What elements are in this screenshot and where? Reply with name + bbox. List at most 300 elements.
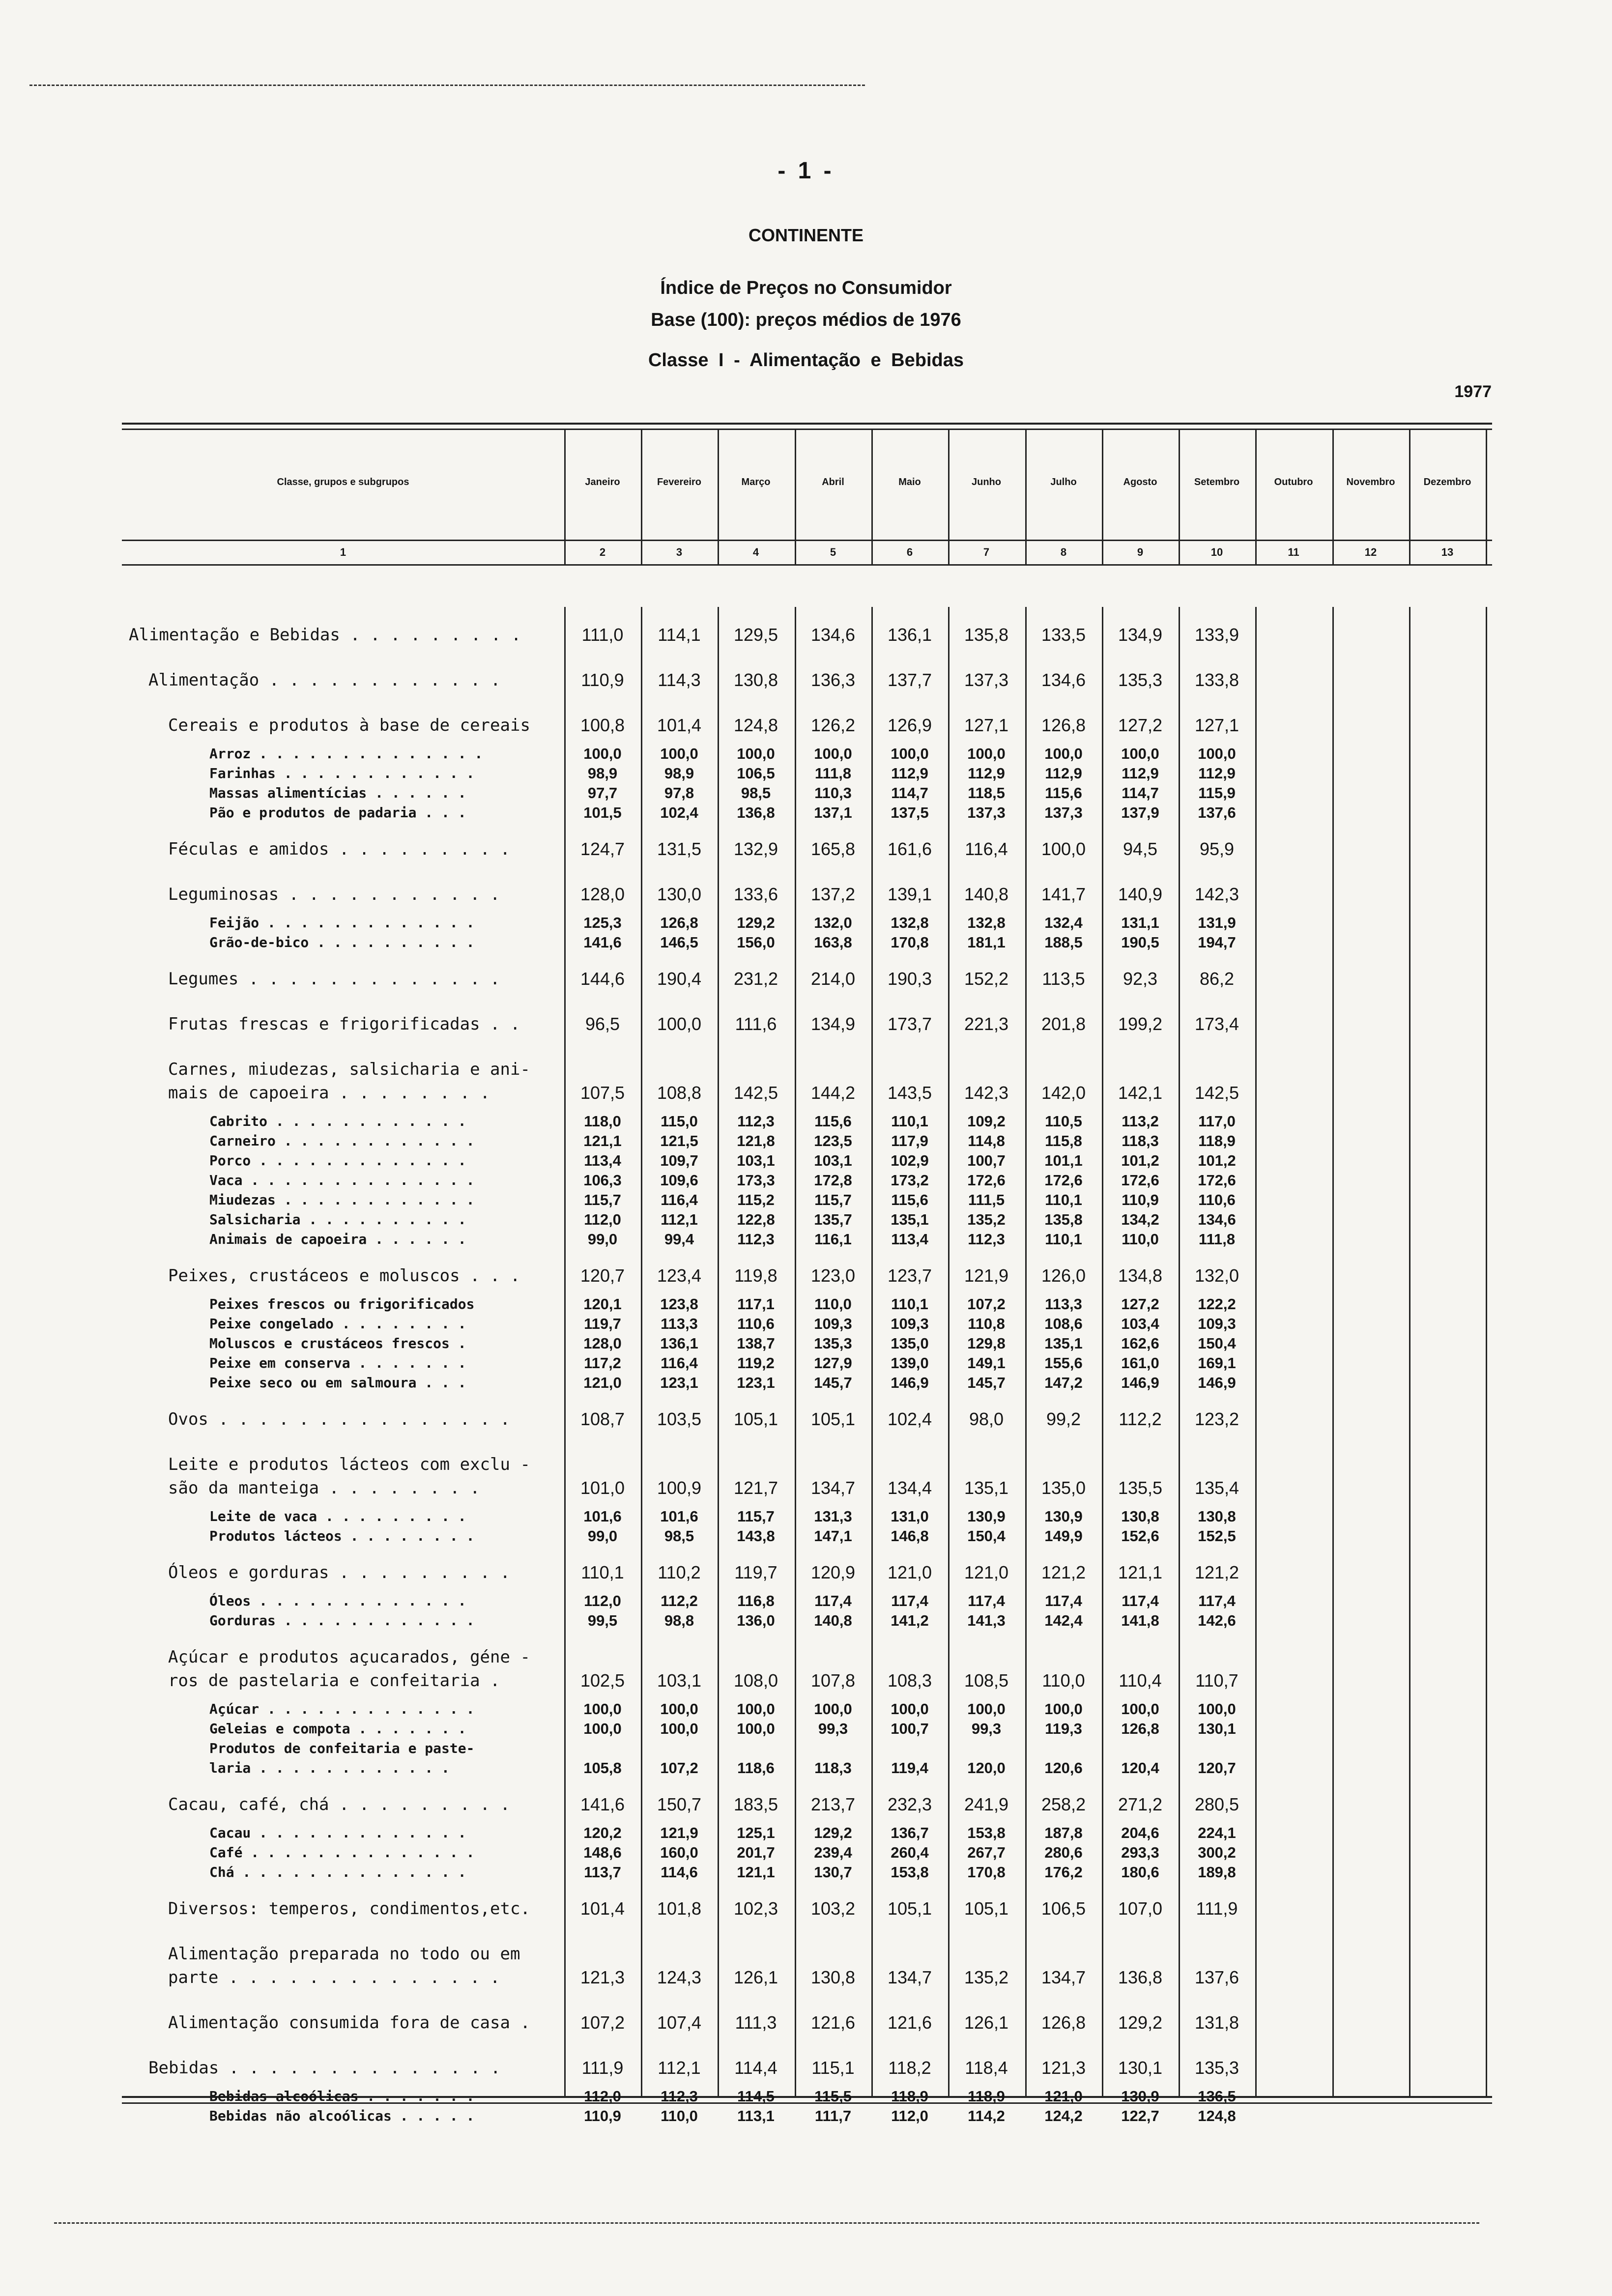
- table-cell: 100,0: [967, 745, 1006, 762]
- row-label: Ovos . . . . . . . . . . . . . . .: [168, 1409, 510, 1429]
- table-cell: 122,8: [737, 1211, 775, 1228]
- table-cell: 116,4: [661, 1191, 698, 1208]
- table-cell: 111,9: [1196, 1898, 1238, 1919]
- table-cell: 144,2: [810, 1083, 856, 1103]
- table-cell: 116,4: [661, 1354, 698, 1372]
- table-cell: 142,0: [1041, 1083, 1086, 1103]
- table-cell: 267,7: [967, 1844, 1006, 1861]
- table-cell: 101,2: [1198, 1152, 1236, 1169]
- table-cell: 127,1: [1194, 715, 1239, 735]
- column-number: 12: [1364, 546, 1377, 558]
- table-cell: 146,9: [1198, 1374, 1236, 1391]
- table-cell: 109,3: [1198, 1315, 1236, 1332]
- table-cell: 129,2: [1118, 2012, 1163, 2033]
- table-cell: 121,1: [737, 1864, 775, 1881]
- table-cell: 135,1: [891, 1211, 929, 1228]
- table-cell: 99,3: [818, 1720, 848, 1737]
- table-cell: 139,0: [891, 1354, 929, 1372]
- table-cell: 120,2: [583, 1824, 622, 1841]
- table-cell: 120,7: [1198, 1759, 1236, 1777]
- table-cell: 147,2: [1044, 1374, 1083, 1391]
- table-cell: 137,9: [1121, 804, 1159, 821]
- table-cell: 109,7: [660, 1152, 698, 1169]
- table-cell: 170,8: [891, 934, 929, 951]
- table-cell: 134,6: [1041, 670, 1086, 690]
- year-label: 1977: [1454, 382, 1492, 401]
- table-cell: 137,2: [810, 884, 856, 904]
- table-cell: 127,2: [1121, 1295, 1159, 1313]
- table-cell: 146,9: [1121, 1374, 1159, 1391]
- table-cell: 105,8: [583, 1759, 622, 1777]
- table-cell: 134,7: [887, 1967, 932, 1987]
- table-cell: 123,2: [1194, 1409, 1239, 1429]
- column-divider: [948, 429, 950, 564]
- row-label: Gorduras . . . . . . . . . . . .: [209, 1612, 475, 1629]
- table-cell: 118,0: [584, 1113, 621, 1130]
- table-cell: 109,3: [814, 1315, 852, 1332]
- table-cell: 145,7: [814, 1374, 852, 1391]
- table-cell: 162,6: [1121, 1335, 1159, 1352]
- row-label: Animais de capoeira . . . . . .: [209, 1231, 466, 1247]
- column-divider: [871, 429, 873, 564]
- table-cell: 100,0: [657, 1014, 702, 1034]
- table-cell: 110,9: [584, 2107, 621, 2124]
- table-cell: 119,3: [1045, 1720, 1082, 1737]
- table-cell: 156,0: [737, 934, 775, 951]
- column-divider-body: [1486, 607, 1487, 2096]
- table-cell: 131,9: [1198, 914, 1236, 931]
- table-cell: 108,8: [657, 1083, 702, 1103]
- table-cell: 118,2: [888, 2058, 931, 2078]
- table-cell: 224,1: [1198, 1824, 1236, 1841]
- table-cell: 114,7: [891, 784, 928, 802]
- table-cell: 130,1: [1118, 2058, 1163, 2078]
- table-cell: 280,5: [1194, 1794, 1239, 1814]
- header-classe: Classe, grupos e subgrupos: [277, 477, 409, 488]
- row-label: Pão e produtos de padaria . . .: [209, 804, 466, 821]
- table-cell: 118,9: [1198, 1132, 1236, 1149]
- table-cell: 121,0: [583, 1374, 622, 1391]
- column-divider: [1255, 429, 1257, 564]
- table-cell: 161,0: [1121, 1354, 1159, 1372]
- table-cell: 133,6: [733, 884, 778, 904]
- table-cell: 100,0: [814, 1700, 852, 1718]
- table-cell: 100,0: [891, 745, 929, 762]
- table-cell: 122,7: [1121, 2107, 1159, 2124]
- table-cell: 132,8: [891, 914, 929, 931]
- table-cell: 108,5: [964, 1670, 1009, 1691]
- table-cell: 118,3: [1122, 1132, 1159, 1149]
- table-cell: 143,8: [737, 1527, 775, 1545]
- table-cell: 121,8: [737, 1132, 775, 1149]
- column-number: 10: [1210, 546, 1223, 558]
- table-cell: 115,6: [1045, 784, 1082, 802]
- table-cell: 99,2: [1046, 1409, 1081, 1429]
- header-month: Dezembro: [1423, 477, 1471, 488]
- table-cell: 105,1: [964, 1898, 1009, 1919]
- table-cell: 132,9: [733, 839, 778, 859]
- table-cell: 98,0: [969, 1409, 1004, 1429]
- table-cell: 149,9: [1044, 1527, 1083, 1545]
- table-cell: 117,4: [1122, 1592, 1159, 1609]
- table-cell: 103,5: [657, 1409, 702, 1429]
- table-cell: 136,3: [810, 670, 856, 690]
- table-cell: 113,4: [584, 1152, 621, 1169]
- header-month: Junho: [972, 477, 1001, 488]
- table-cell: 110,1: [1045, 1231, 1082, 1248]
- row-label: Bebidas não alcoólicas . . . . .: [209, 2108, 475, 2124]
- table-cell: 134,9: [1118, 625, 1163, 645]
- table-cell: 142,5: [1194, 1083, 1239, 1103]
- table-cell: 121,0: [887, 1562, 932, 1582]
- table-cell: 118,3: [814, 1759, 852, 1777]
- column-number: 11: [1288, 546, 1299, 558]
- column-divider: [1409, 429, 1410, 564]
- table-cell: 100,0: [967, 1700, 1006, 1718]
- table-cell: 129,5: [733, 625, 778, 645]
- table-cell: 165,8: [810, 839, 856, 859]
- table-cell: 99,3: [971, 1720, 1002, 1737]
- table-cell: 152,2: [964, 969, 1009, 989]
- table-cell: 125,3: [583, 914, 622, 931]
- table-cell: 111,6: [735, 1014, 777, 1034]
- table-cell: 122,2: [1198, 1295, 1236, 1313]
- table-cell: 121,5: [660, 1132, 698, 1149]
- table-cell: 101,5: [583, 804, 622, 821]
- table-cell: 98,9: [587, 765, 618, 782]
- table-cell: 110,5: [1045, 1113, 1082, 1130]
- row-label: Leguminosas . . . . . . . . . . .: [168, 885, 500, 904]
- table-cell: 146,9: [891, 1374, 929, 1391]
- table-cell: 110,1: [891, 1113, 928, 1130]
- table-cell: 109,2: [967, 1113, 1006, 1130]
- table-cell: 114,1: [658, 625, 701, 645]
- table-cell: 119,4: [891, 1759, 928, 1777]
- table-cell: 133,8: [1194, 670, 1239, 690]
- table-cell: 110,8: [968, 1315, 1005, 1332]
- row-label-continued: são da manteiga . . . . . . . .: [168, 1478, 480, 1498]
- table-cell: 201,8: [1041, 1014, 1086, 1034]
- table-cell: 110,1: [1045, 1191, 1082, 1208]
- table-cell: 115,2: [737, 1191, 775, 1208]
- row-label: Açúcar e produtos açucarados, géne -: [168, 1647, 530, 1667]
- table-cell: 121,0: [1044, 2088, 1083, 2105]
- table-cell: 141,2: [891, 1612, 929, 1629]
- table-cell: 126,0: [1041, 1265, 1086, 1286]
- table-cell: 100,0: [1121, 1700, 1159, 1718]
- header-month: Setembro: [1194, 477, 1240, 488]
- table-cell: 135,0: [1041, 1478, 1086, 1498]
- table-cell: 134,7: [810, 1478, 856, 1498]
- table-cell: 181,1: [967, 934, 1006, 951]
- table-cell: 129,8: [967, 1335, 1006, 1352]
- table-cell: 112,2: [661, 1592, 698, 1609]
- table-cell: 188,5: [1044, 934, 1083, 951]
- table-cell: 119,2: [737, 1354, 775, 1372]
- table-cell: 117,1: [737, 1295, 775, 1313]
- table-cell: 124,8: [1198, 2107, 1236, 2124]
- table-cell: 86,2: [1199, 969, 1235, 989]
- table-cell: 114,5: [737, 2088, 775, 2105]
- table-cell: 134,7: [1041, 1967, 1086, 1987]
- table-cell: 221,3: [964, 1014, 1009, 1034]
- table-cell: 114,2: [968, 2107, 1005, 2124]
- row-label: Frutas frescas e frigorificadas . .: [168, 1014, 520, 1034]
- table-cell: 110,1: [581, 1562, 624, 1582]
- table-cell: 260,4: [891, 1844, 929, 1861]
- table-cell: 120,1: [583, 1295, 622, 1313]
- table-cell: 111,0: [581, 625, 624, 645]
- table-cell: 111,5: [968, 1191, 1005, 1208]
- table-cell: 135,0: [891, 1335, 929, 1352]
- table-cell: 114,4: [734, 2058, 777, 2078]
- row-label: Féculas e amidos . . . . . . . . .: [168, 839, 510, 859]
- table-cell: 124,3: [657, 1967, 702, 1987]
- table-cell: 100,0: [660, 1720, 698, 1737]
- table-cell: 130,9: [1121, 2088, 1159, 2105]
- table-cell: 123,4: [657, 1265, 702, 1286]
- table-cell: 241,9: [964, 1794, 1009, 1814]
- table-cell: 101,6: [660, 1508, 698, 1525]
- header-month: Maio: [898, 477, 921, 488]
- table-cell: 136,1: [887, 625, 932, 645]
- table-cell: 102,3: [733, 1898, 778, 1919]
- table-cell: 140,8: [964, 884, 1009, 904]
- table-cell: 176,2: [1044, 1864, 1083, 1881]
- row-label-continued: mais de capoeira . . . . . . . .: [168, 1083, 490, 1103]
- table-cell: 258,2: [1041, 1794, 1086, 1814]
- table-cell: 110,0: [1122, 1231, 1159, 1248]
- table-cell: 101,4: [580, 1898, 625, 1919]
- table-cell: 106,5: [1041, 1898, 1086, 1919]
- table-cell: 124,8: [733, 715, 778, 735]
- column-number: 2: [599, 546, 606, 558]
- table-cell: 119,7: [584, 1315, 621, 1332]
- table-cell: 113,2: [1122, 1113, 1159, 1130]
- table-cell: 146,8: [891, 1527, 929, 1545]
- column-divider-body: [1332, 607, 1334, 2096]
- row-label-continued: parte . . . . . . . . . . . . . .: [168, 1968, 500, 1987]
- table-cell: 103,2: [810, 1898, 856, 1919]
- table-cell: 121,9: [660, 1824, 698, 1841]
- row-label: Produtos lácteos . . . . . . . .: [209, 1528, 475, 1544]
- table-cell: 98,5: [741, 784, 771, 802]
- table-cell: 100,0: [737, 745, 775, 762]
- table-cell: 135,3: [1118, 670, 1163, 690]
- table-cell: 232,3: [887, 1794, 932, 1814]
- table-cell: 101,4: [657, 715, 702, 735]
- row-label: Açúcar . . . . . . . . . . . . .: [209, 1701, 475, 1717]
- header-month: Julho: [1050, 477, 1077, 488]
- table-cell: 106,5: [737, 765, 775, 782]
- table-cell: 109,6: [660, 1172, 698, 1189]
- table-cell: 100,0: [1121, 745, 1159, 762]
- classe-subtitle: Classe I - Alimentação e Bebidas: [648, 350, 964, 371]
- table-cell: 108,7: [580, 1409, 625, 1429]
- table-cell: 110,6: [737, 1315, 775, 1332]
- table-cell: 120,4: [1121, 1759, 1159, 1777]
- table-cell: 94,5: [1123, 839, 1158, 859]
- table-cell: 126,2: [810, 715, 856, 735]
- table-cell: 123,1: [660, 1374, 698, 1391]
- table-cell: 128,0: [583, 1335, 622, 1352]
- table-cell: 112,9: [1198, 765, 1236, 782]
- table-cell: 300,2: [1198, 1844, 1236, 1861]
- table-cell: 110,0: [1042, 1670, 1085, 1691]
- table-cell: 100,0: [583, 745, 622, 762]
- table-cell: 124,2: [1044, 2107, 1083, 2124]
- table-cell: 136,1: [660, 1335, 698, 1352]
- table-top-rule-2: [122, 429, 1492, 430]
- table-cell: 118,4: [965, 2058, 1008, 2078]
- table-cell: 135,7: [814, 1211, 852, 1228]
- table-cell: 135,8: [1044, 1211, 1083, 1228]
- row-label: Peixes frescos ou frigorificados: [209, 1296, 475, 1312]
- table-cell: 105,1: [887, 1898, 932, 1919]
- table-cell: 107,8: [810, 1670, 856, 1691]
- table-cell: 150,4: [1198, 1335, 1236, 1352]
- row-label: Peixes, crustáceos e moluscos . . .: [168, 1266, 520, 1286]
- table-cell: 107,4: [657, 2012, 702, 2033]
- table-cell: 107,2: [580, 2012, 625, 2033]
- table-cell: 99,0: [587, 1231, 618, 1248]
- table-cell: 135,2: [964, 1967, 1009, 1987]
- table-cell: 147,1: [814, 1527, 852, 1545]
- table-cell: 136,0: [737, 1612, 775, 1629]
- table-cell: 111,8: [814, 765, 852, 782]
- row-label: Cacau, café, chá . . . . . . . . .: [168, 1795, 510, 1814]
- table-cell: 130,8: [733, 670, 778, 690]
- table-cell: 141,7: [1041, 884, 1086, 904]
- table-cell: 126,8: [1041, 2012, 1086, 2033]
- row-label: Carnes, miudezas, salsicharia e ani-: [168, 1060, 530, 1079]
- table-cell: 111,3: [735, 2012, 777, 2033]
- table-cell: 149,1: [967, 1354, 1006, 1372]
- column-divider: [641, 429, 642, 564]
- table-cell: 115,7: [584, 1191, 621, 1208]
- column-number: 4: [752, 546, 759, 558]
- table-cell: 141,8: [1121, 1612, 1159, 1629]
- table-cell: 131,3: [814, 1508, 852, 1525]
- table-cell: 112,3: [968, 1231, 1005, 1248]
- table-cell: 117,2: [584, 1354, 621, 1372]
- table-cell: 120,0: [967, 1759, 1006, 1777]
- header-month: Janeiro: [585, 477, 620, 488]
- row-label: Leite e produtos lácteos com exclu -: [168, 1455, 530, 1474]
- table-cell: 155,6: [1044, 1354, 1083, 1372]
- row-label: Alimentação preparada no todo ou em: [168, 1944, 520, 1964]
- row-label: Grão-de-bico . . . . . . . . . .: [209, 934, 475, 950]
- table-cell: 112,2: [1119, 1409, 1162, 1429]
- table-cell: 153,8: [891, 1864, 929, 1881]
- table-cell: 100,7: [891, 1720, 929, 1737]
- row-label: Óleos . . . . . . . . . . . . .: [209, 1593, 466, 1609]
- table-cell: 113,1: [737, 2107, 775, 2124]
- table-cell: 135,5: [1118, 1478, 1163, 1498]
- table-cell: 116,1: [814, 1231, 852, 1248]
- table-cell: 100,0: [1044, 745, 1083, 762]
- row-label: Cereais e produtos à base de cereais: [168, 716, 530, 735]
- table-cell: 99,4: [664, 1231, 694, 1248]
- table-cell: 172,6: [967, 1172, 1006, 1189]
- table-cell: 119,7: [734, 1562, 777, 1582]
- table-cell: 137,5: [891, 804, 929, 821]
- table-cell: 100,9: [657, 1478, 702, 1498]
- header-month: Agosto: [1123, 477, 1157, 488]
- row-label: Bebidas . . . . . . . . . . . . . .: [148, 2058, 501, 2078]
- table-cell: 194,7: [1198, 934, 1236, 951]
- table-cell: 136,8: [1118, 1967, 1163, 1987]
- column-divider: [564, 429, 566, 564]
- table-cell: 128,0: [580, 884, 625, 904]
- column-number: 8: [1060, 546, 1067, 558]
- table-cell: 134,4: [887, 1478, 932, 1498]
- table-cell: 110,6: [1198, 1191, 1236, 1208]
- table-cell: 152,5: [1198, 1527, 1236, 1545]
- table-cell: 117,0: [1198, 1113, 1236, 1130]
- table-cell: 117,9: [891, 1132, 928, 1149]
- table-cell: 173,2: [891, 1172, 929, 1189]
- table-cell: 115,7: [737, 1508, 775, 1525]
- table-cell: 152,6: [1121, 1527, 1159, 1545]
- row-label: Alimentação . . . . . . . . . . . .: [148, 670, 501, 690]
- table-cell: 117,4: [1045, 1592, 1082, 1609]
- table-cell: 97,8: [664, 784, 694, 802]
- table-cell: 92,3: [1123, 969, 1158, 989]
- table-cell: 150,4: [967, 1527, 1006, 1545]
- table-cell: 135,3: [814, 1335, 852, 1352]
- row-label: Carneiro . . . . . . . . . . . .: [209, 1133, 475, 1149]
- table-cell: 121,6: [810, 2012, 856, 2033]
- table-cell: 121,0: [964, 1562, 1009, 1582]
- table-cell: 110,9: [1122, 1191, 1159, 1208]
- table-cell: 115,1: [811, 2058, 855, 2078]
- table-cell: 103,4: [1121, 1315, 1159, 1332]
- row-label: Cacau . . . . . . . . . . . . .: [209, 1825, 466, 1841]
- table-cell: 239,4: [814, 1844, 852, 1861]
- table-cell: 138,7: [737, 1335, 775, 1352]
- table-cell: 117,4: [1198, 1592, 1236, 1609]
- table-cell: 113,4: [891, 1231, 928, 1248]
- table-cell: 150,7: [657, 1794, 702, 1814]
- table-cell: 127,1: [964, 715, 1009, 735]
- table-cell: 153,8: [967, 1824, 1006, 1841]
- table-cell: 115,7: [814, 1191, 852, 1208]
- table-cell: 112,0: [584, 1211, 621, 1228]
- table-cell: 123,8: [660, 1295, 698, 1313]
- table-cell: 135,2: [967, 1211, 1006, 1228]
- table-cell: 100,0: [1041, 839, 1086, 859]
- column-divider-body: [1409, 607, 1410, 2096]
- table-cell: 126,8: [1121, 1720, 1159, 1737]
- table-cell: 113,3: [1045, 1295, 1082, 1313]
- table-cell: 146,5: [660, 934, 698, 951]
- table-cell: 163,8: [814, 934, 852, 951]
- table-cell: 100,0: [660, 1700, 698, 1718]
- table-cell: 110,0: [661, 2107, 698, 2124]
- column-number: 7: [983, 546, 990, 558]
- table-cell: 100,0: [891, 1700, 929, 1718]
- table-cell: 142,3: [964, 1083, 1009, 1103]
- table-cell: 101,8: [657, 1898, 702, 1919]
- table-cell: 189,8: [1198, 1864, 1236, 1881]
- table-cell: 142,6: [1198, 1612, 1236, 1629]
- table-cell: 100,0: [1044, 1700, 1083, 1718]
- table-cell: 109,3: [891, 1315, 929, 1332]
- table-cell: 99,0: [587, 1527, 618, 1545]
- table-cell: 141,6: [583, 934, 622, 951]
- row-label-continued: ros de pastelaria e confeitaria .: [168, 1671, 500, 1691]
